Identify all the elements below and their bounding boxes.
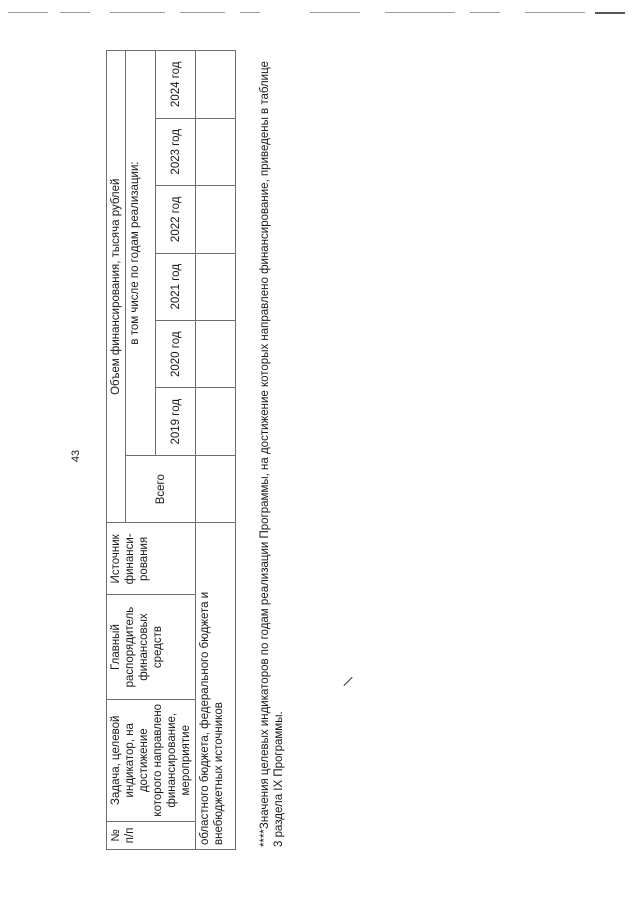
year-2019: 2019 год <box>156 388 196 455</box>
header-volume: Объем финансирования, тысяча рублей <box>107 51 126 523</box>
footnote: ****Значения целевых индикаторов по годам реализации Программы, на достижение которых направлено финансирование, приведены в таблице 3 раздела IX Программы. <box>259 61 285 847</box>
year-2023: 2023 год <box>156 118 196 185</box>
header-number: № п/п <box>107 821 196 849</box>
header-source: Источник финанси-рования <box>107 523 196 595</box>
header-total: Всего <box>126 455 196 522</box>
cell-2019 <box>196 388 236 455</box>
year-2022: 2022 год <box>156 186 196 253</box>
cell-2021 <box>196 253 236 320</box>
financing-table <box>106 50 236 850</box>
cell-2024 <box>196 51 236 119</box>
header-by-years: в том числе по годам реализации: <box>126 51 156 456</box>
year-2024: 2024 год <box>156 51 196 119</box>
header-manager: Главный распорядитель финансовых средств <box>107 595 196 700</box>
cell-2022 <box>196 186 236 253</box>
year-2020: 2020 год <box>156 321 196 388</box>
header-task: Задача, целевой индикатор, на достижение которого направлено финансирование, мероприятие <box>107 699 196 821</box>
year-2021: 2021 год <box>156 253 196 320</box>
page-number: 43 <box>70 449 83 463</box>
cell-2023 <box>196 118 236 185</box>
cell-total <box>196 455 236 522</box>
table-row-sources: областного бюджета, федерального бюджета и внебюджетных источников <box>196 523 236 850</box>
cell-2020 <box>196 321 236 388</box>
